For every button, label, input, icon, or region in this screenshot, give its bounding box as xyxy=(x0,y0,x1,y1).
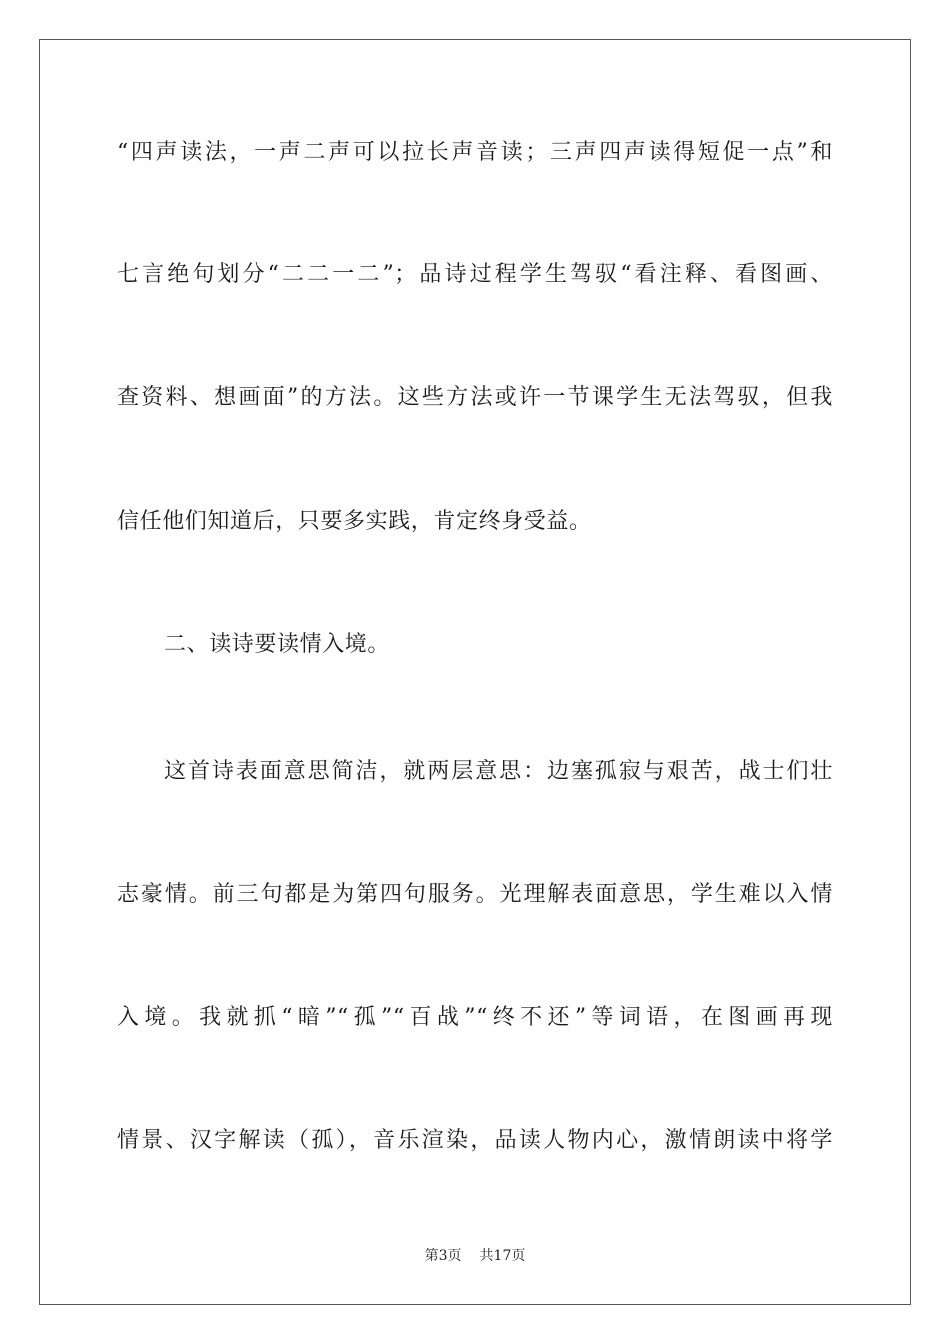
page-total: 共17页 xyxy=(479,1248,526,1264)
paragraph-line: 这首诗表面意思简洁，就两层意思：边塞孤寂与艰苦，战士们壮 xyxy=(164,759,833,784)
page-frame xyxy=(39,39,911,1305)
paragraph-line: 情景、汉字解读（孤），音乐渲染，品读人物内心，激情朗读中将学 xyxy=(117,1128,833,1153)
paragraph-line: 信任他们知道后，只要多实践，肯定终身受益。 xyxy=(117,509,592,534)
paragraph-line: 志豪情。前三句都是为第四句服务。光理解表面意思，学生难以入情 xyxy=(117,882,833,907)
paragraph-line: 入境。我就抓“暗”“孤”“百战”“终不还”等词语，在图画再现 xyxy=(117,1005,833,1030)
section-heading: 二、读诗要读情入境。 xyxy=(164,632,391,657)
page-footer xyxy=(0,1246,950,1266)
paragraph-line: 七言绝句划分“二二一二”；品诗过程学生驾驭“看注释、看图画、 xyxy=(117,262,833,287)
paragraph-line: 查资料、想画面”的方法。这些方法或许一节课学生无法驾驭，但我 xyxy=(117,385,833,410)
page-number: 第3页 xyxy=(424,1248,462,1264)
paragraph-line: “四声读法，一声二声可以拉长声音读；三声四声读得短促一点”和 xyxy=(117,140,833,165)
